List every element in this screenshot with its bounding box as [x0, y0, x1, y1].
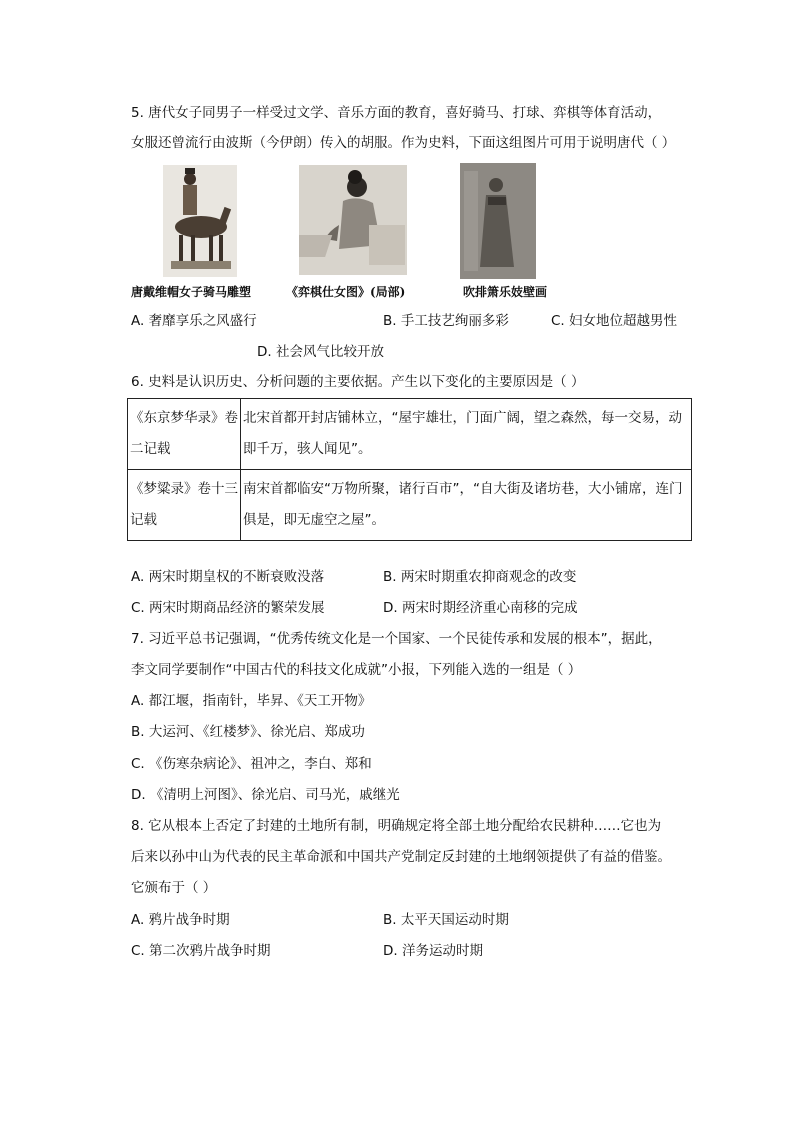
- q5-stem-line1: 5. 唐代女子同男子一样受过文学、音乐方面的教育，喜好骑马、打球、弈棋等体育活动，: [131, 105, 662, 121]
- q7-option-b[interactable]: B. 大运河、《红楼梦》、徐光启、郑成功: [131, 724, 365, 740]
- q7-option-d[interactable]: D. 《清明上河图》、徐光启、司马光，戚继光: [131, 787, 400, 803]
- q5-option-a[interactable]: A. 奢靡享乐之风盛行: [131, 313, 257, 329]
- q6-option-b[interactable]: B. 两宋时期重农抑商观念的改变: [383, 569, 577, 585]
- q8-stem-line3: 它颁布于（ ）: [131, 880, 217, 896]
- q5-option-b[interactable]: B. 手工技艺绚丽多彩: [383, 313, 509, 329]
- image-3-caption: 吹排箫乐妓壁画: [463, 285, 548, 299]
- table-row: [128, 399, 692, 470]
- q5-stem-line2: 女服还曾流行由波斯（今伊朗）传入的胡服。作为史料，下面这组图片可用于说明唐代（ ）: [131, 135, 676, 151]
- q5-option-d[interactable]: D. 社会风气比较开放: [257, 344, 384, 360]
- q7-option-a[interactable]: A. 都江堰，指南针，毕昇、《天工开物》: [131, 693, 372, 709]
- musician-mural-photo: [460, 163, 536, 279]
- q8-option-d[interactable]: D. 洋务运动时期: [383, 943, 483, 959]
- q8-option-a[interactable]: A. 鸦片战争时期: [131, 912, 230, 928]
- q6-option-c[interactable]: C. 两宋时期商品经济的繁荣发展: [131, 600, 325, 616]
- table-cell-source: 《梦粱录》卷十三记载: [128, 470, 241, 541]
- q8-stem-line2: 后来以孙中山为代表的民主革命派和中国共产党制定反封建的土地纲领提供了有益的借鉴。: [131, 849, 671, 865]
- q8-option-c[interactable]: C. 第二次鸦片战争时期: [131, 943, 271, 959]
- table-cell-source: 《东京梦华录》卷二记载: [128, 399, 241, 470]
- q7-option-c[interactable]: C. 《伤寒杂病论》、祖冲之，李白、郑和: [131, 756, 372, 772]
- q6-stem: 6. 史料是认识历史、分析问题的主要依据。产生以下变化的主要原因是（ ）: [131, 374, 585, 390]
- table-cell-content: 北宋首都开封店铺林立，“屋宇雄壮，门面广阔，望之森然，每一交易，动即千万，骇人闻见”。: [241, 399, 692, 470]
- q6-option-a[interactable]: A. 两宋时期皇权的不断衰败没落: [131, 569, 325, 585]
- q5-option-c[interactable]: C. 妇女地位超越男性: [551, 313, 678, 329]
- table-cell-content: 南宋首都临安“万物所聚，诸行百市”，“自大街及诸坊巷，大小铺席，连门俱是，即无虚空之屋”。: [241, 470, 692, 541]
- q8-option-b[interactable]: B. 太平天国运动时期: [383, 912, 509, 928]
- q6-option-d[interactable]: D. 两宋时期经济重心南移的完成: [383, 600, 578, 616]
- horse-rider-figurine-photo: [163, 165, 237, 277]
- chess-lady-painting-photo: [299, 165, 407, 275]
- q8-stem-line1: 8. 它从根本上否定了封建的土地所有制，明确规定将全部土地分配给农民耕种……它也为: [131, 818, 662, 834]
- source-table: [127, 398, 692, 541]
- q7-stem-line2: 李文同学要制作“中国古代的科技文化成就”小报，下列能入选的一组是（ ）: [131, 662, 582, 678]
- table-row: [128, 470, 692, 541]
- image-2-caption: 《弈棋仕女图》(局部): [286, 285, 406, 299]
- image-1-caption: 唐戴维帽女子骑马雕塑: [131, 285, 252, 299]
- q7-stem-line1: 7. 习近平总书记强调，“优秀传统文化是一个国家、一个民徒传承和发展的根本”，据此，: [131, 631, 662, 647]
